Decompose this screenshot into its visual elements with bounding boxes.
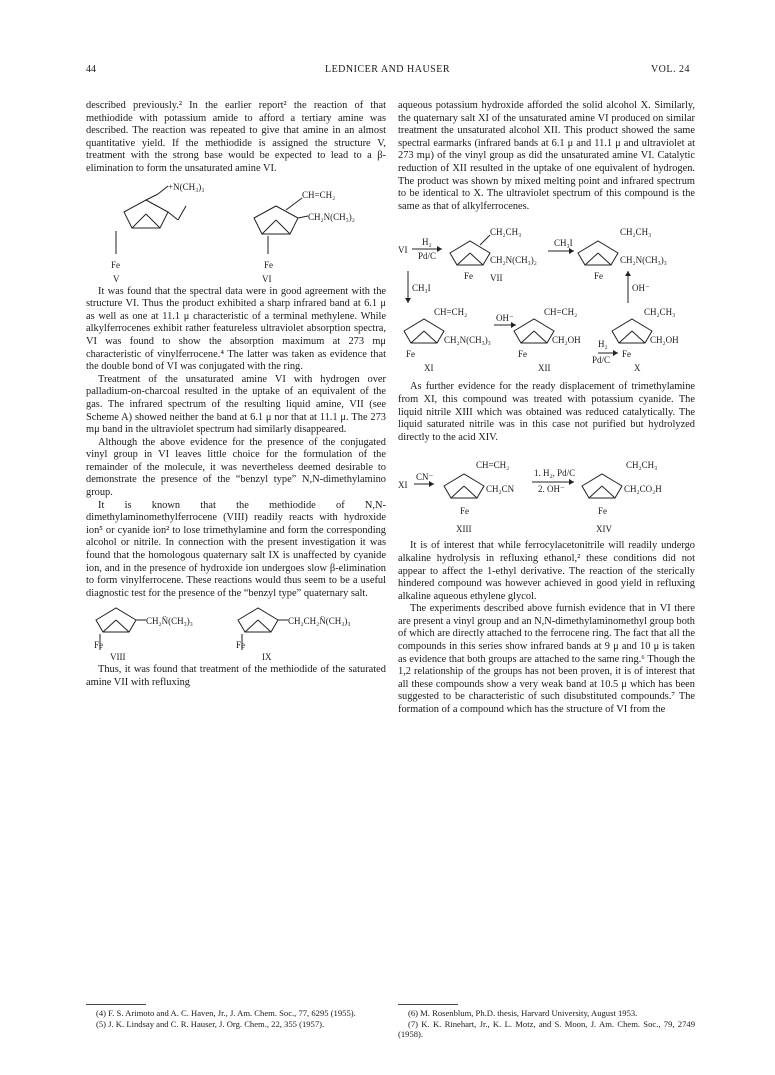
iron-label: Fe: [464, 271, 473, 282]
footnote-rule: [86, 1004, 146, 1005]
footnote: (6) M. Rosenblum, Ph.D. thesis, Harvard University, August 1953.: [408, 1008, 638, 1018]
substituent: CH=CH₂: [434, 307, 468, 318]
reagent: 2. OH⁻: [538, 484, 565, 495]
scheme-label: XI: [424, 363, 434, 374]
v-substituent: +N(CH₃)₃: [168, 181, 205, 192]
scheme-label: X: [634, 363, 641, 374]
iron-label: Fe: [622, 349, 631, 360]
running-header: [0, 64, 775, 78]
reagent: CN⁻: [416, 472, 434, 483]
page-number: 44: [86, 64, 96, 75]
iron-label: Fe: [594, 271, 603, 282]
compound-label-v: V: [113, 273, 120, 284]
vi-vinyl-group: CH=CH₂: [302, 189, 336, 200]
vi-amine-group: CH₂N(CH₃)₂: [308, 211, 355, 222]
paragraph: It is known that the methiodide of N,N-dimethylaminomethylferrocene (VIII) readily reacts with hydroxide ion⁵ or cyanide ion² to lose trimethylamine and form the corresponding alcohol or nitrile. In connection with the present investigation it was found that the homologous quaternary salt IX is unaffected by cyanide ion, and in the presence of hydroxide ion undergoes slow β-elimination to form vinylferrocene. These reactions would thus seem to be a useful diagnostic test for the presence of the “benzyl type” quaternary salt.: [86, 499, 386, 599]
substituent: CH₂OH: [650, 335, 679, 346]
substituent: CH₂OH: [552, 335, 581, 346]
right-footnotes: [398, 1008, 695, 1040]
compound-label-viii: VIII: [110, 652, 126, 663]
substituent: CH₂N(CH₃)₃: [620, 255, 667, 266]
scheme-label: XI: [398, 480, 408, 491]
scheme-drawing: [398, 444, 695, 540]
substituent: CH₂CO₂H: [624, 484, 662, 495]
ix-substituent: CH₂CH₂N̈(CH₃)₃: [288, 616, 351, 627]
running-title: LEDNICER AND HAUSER: [324, 64, 451, 75]
reagent: CH₃I: [412, 283, 431, 294]
volume-label: VOL. 24: [650, 64, 690, 75]
paragraph: Although the above evidence for the presence of the conjugated vinyl group in VI leaves little choice for the formulation of the remainder of the molecule, it was nevertheless deemed desirable to demonstrate the presence of the “benzyl type” N,N-dimethylamino group.: [86, 436, 386, 499]
structure-drawing: [86, 176, 386, 286]
scheme-label: XIII: [456, 524, 472, 535]
substituent: CH=CH₂: [476, 460, 510, 471]
scheme-label: XIV: [596, 524, 612, 535]
substituent: CH₂CH₃: [620, 227, 652, 238]
footnote: (5) J. K. Lindsay and C. R. Hauser, J. Org. Chem., 22, 355 (1957).: [96, 1018, 325, 1029]
scheme-nitrile: [398, 444, 695, 540]
paragraph: Treatment of the unsaturated amine VI with hydrogen over palladium-on-charcoal resulted in the uptake of an equivalent of the gas. The infrared spectrum of the resulting liquid amine, VII (see Scheme A) showed neither the band at 6.1 μ nor that at 11.1 μ. The 273 mμ band in the ultraviolet spectrum had similarly disappeared.: [86, 373, 386, 436]
iron-label: Fe: [460, 506, 469, 517]
right-column: [398, 100, 695, 717]
iron-label: Fe: [94, 640, 103, 651]
paragraph: The experiments described above furnish evidence that in VI there are present a vinyl group and an N,N-dimethylaminomethyl group both of which are directly attached to the ferrocene ring. The fact that all the compounds in this series show infrared bands at 9 μ and 10 μ is taken as evidence that both groups are attached to the same ring.⁶ Though the 1,2 relationship of the groups has not been proven, it is of interest that all these compounds show a very weak band at 10.5 μ which has been suggested to be characteristic of such disubstituted compounds.⁷ The formation of a compound which has the structure of VI from the: [398, 603, 695, 716]
substituent: CH=CH₂: [544, 307, 578, 318]
reagent: OH⁻: [632, 283, 650, 294]
scheme-a: [398, 213, 695, 381]
substituent: CH₂CH₃: [626, 460, 658, 471]
paragraph: Thus, it was found that treatment of the methiodide of the saturated amine VII with refluxing: [86, 664, 386, 688]
substituent: CH₂CN: [486, 484, 515, 495]
scheme-label: VI: [398, 245, 408, 256]
iron-label: Fe: [236, 640, 245, 651]
iron-label: Fe: [111, 259, 120, 270]
paragraph: aqueous potassium hydroxide afforded the solid alcohol X. Similarly, the quaternary salt XI of the unsaturated amine VI produced on similar treatment the unsaturated alcohol XII. This product showed the same spectral earmarks (infrared bands at 6.1 μ and 11.1 μ and ultraviolet at 273 mμ) of the vinyl group as did the unsaturated amine VI. Catalytic reduction of XII resulted in the uptake of one equivalent of hydrogen. The product was shown by mixed melting point and infrared spectrum to be identical to X. The ultraviolet spectrum of this compound is the same as that of alkylferrocenes.: [398, 100, 695, 212]
structure-drawing: [86, 600, 386, 664]
left-column: [86, 100, 386, 690]
iron-label: Fe: [598, 506, 607, 517]
structures-viii-ix: [86, 600, 386, 664]
substituent: CH₂CH₃: [644, 307, 676, 318]
reagent: 1. H₂, Pd/C: [534, 468, 576, 479]
scheme-label: VII: [490, 273, 503, 284]
left-footnotes: [86, 1008, 386, 1029]
reagent: H₂: [422, 237, 432, 248]
structures-v-vi: [86, 176, 386, 286]
footnote: (4) F. S. Arimoto and A. C. Haven, Jr., J. Am. Chem. Soc., 77, 6295 (1955).: [96, 1008, 356, 1018]
reagent: Pd/C: [418, 251, 437, 262]
paragraph: It is of interest that while ferrocylacetonitrile will readily undergo alkaline hydrolysis in refluxing ethanol,² these conditions did not appear to affect the 1-ethyl derivative. The reaction of the sterically hindered compound was however achieved in good yield in refluxing alkaline aqueous ethylene glycol.: [398, 540, 695, 602]
iron-label: Fe: [406, 349, 415, 360]
iron-label: Fe: [264, 259, 273, 270]
paragraph: described previously.² In the earlier report² the reaction of that methiodide with potassium amide to afford a tertiary amine was described. The reaction was repeated to give that amine in an almost quantitative yield. If the methiodide is assigned the structure V, treatment with the strong base would be expected to lead to a β-elimination to form the unsaturated amine VI.: [86, 100, 386, 174]
reagent: CH₃I: [554, 238, 573, 249]
reagent: OH⁻: [496, 313, 514, 324]
compound-label-vi: VI: [262, 273, 272, 284]
footnote: (7) K. K. Rinehart, Jr., K. L. Motz, and S. Moon, J. Am. Chem. Soc., 79, 2749 (1958).: [398, 1018, 695, 1040]
scheme-label: XII: [538, 363, 551, 374]
viii-substituent: CH₂N̈(CH₃)₃: [146, 616, 193, 627]
reagent: Pd/C: [592, 355, 611, 366]
substituent: CH₂N(CH₃)₃: [444, 335, 491, 346]
iron-label: Fe: [518, 349, 527, 360]
paragraph: As further evidence for the ready displacement of trimethylamine from XI, this compound was treated with potassium cyanide. The liquid nitrile XIII which was obtained was reduced catalytically. The liquid saturated nitrile was in this case not purified but hydrolyzed directly to the acid XIV.: [398, 381, 695, 443]
compound-label-ix: IX: [262, 652, 272, 663]
scheme-drawing: [398, 213, 695, 381]
reagent: H₂: [598, 339, 608, 350]
paragraph: It was found that the spectral data were in good agreement with the structure VI. Thus the product exhibited a sharp infrared band at 6.1 μ as well as one at 11.1 μ characteristic of a terminal methylene. While alkylferrocenes exhibit rather featureless ultraviolet absorption spectra, VI was found to show the absorption maximum at 273 mμ characteristic of vinylferrocene.⁴ The latter was taken as evidence that the double bond of VI was conjugated with the ring.: [86, 285, 386, 373]
substituent: CH₂N(CH₃)₂: [490, 255, 537, 266]
footnote-rule: [398, 1004, 458, 1005]
substituent: CH₂CH₃: [490, 227, 522, 238]
